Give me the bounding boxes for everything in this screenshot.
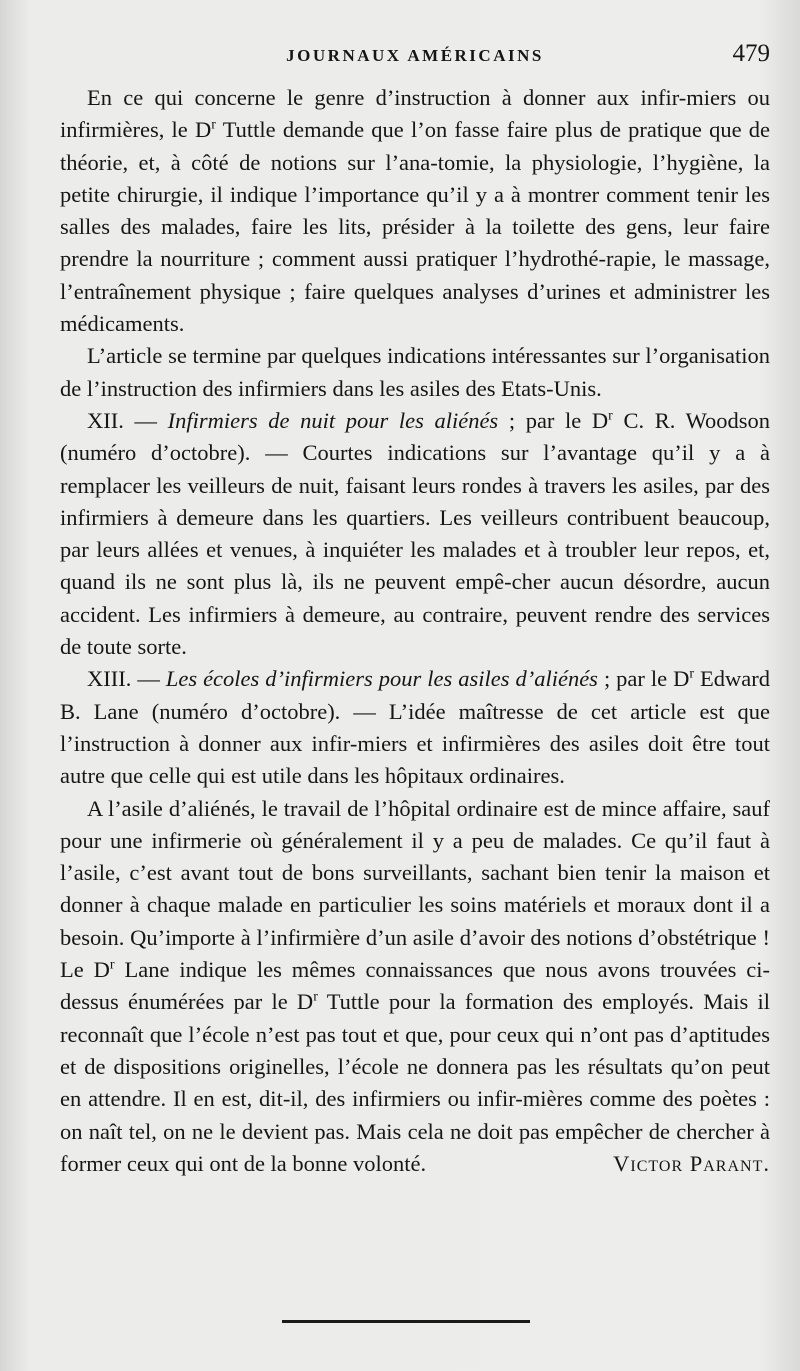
paragraph	[60, 340, 770, 405]
paragraph	[60, 663, 770, 792]
running-header	[60, 40, 770, 70]
paragraph	[60, 82, 770, 340]
section-title: Les écoles d’infirmiers pour les asiles d’aliénés	[165, 666, 598, 692]
paragraph	[60, 793, 770, 1181]
superscript: r	[109, 957, 115, 973]
superscript: r	[608, 408, 613, 424]
text-run: L’article se termine par quelques indications intéressantes sur l’organisation de l’instruction des infirmiers dans les asiles des Etats-Unis.	[60, 343, 770, 401]
text-run: Tuttle demande que l’on fasse faire plus de pratique que de théorie, et, à côté de notions sur l’ana-tomie, la physiologie, l’hygiène, la petite chirurgie, il indique l’importance qu’il y a à montrer comment tenir les salles des malades, faire les lits, présider à la toilette des gens, leur faire prendre la nourriture ; comment aussi pratiquer l’hydrothé-rapie, le massage, l’entraînement physique ; faire quelques analyses d’urines et administrer les médicaments.	[60, 117, 770, 337]
page-number: 479	[732, 40, 770, 67]
text-run: A l’asile d’aliénés, le travail de l’hôpital ordinaire est de mince affaire, sauf pour une infirmerie où généralement il y a peu de malades. Ce qu’il faut à l’asile, c’est avant tout de bons surveillants, sachant bien tenir la maison et donner à chaque malade en particulier les soins matériels et moraux dont il a besoin. Qu’importe à l’infirmière d’un asile d’avoir des notions d’obstétrique ! Le D	[60, 795, 770, 983]
text-run: C. R. Woodson (numéro d’octobre). — Courtes indications sur l’avantage qu’il y a à remplacer les veilleurs de nuit, faisant leurs rondes à travers les asiles, par des infirmiers à demeure dans les quartiers. Les veilleurs contribuent beaucoup, par leurs allées et venues, à inquiéter les malades et à troubler leur repos, et, quand ils ne sont plus là, ils ne peuvent empê-cher aucun désordre, aucun accident. Les infirmiers à demeure, au contraire, peuvent rendre des services de toute sorte.	[60, 407, 771, 660]
superscript: r	[211, 117, 216, 133]
text-run: En ce qui concerne le genre d’instruction à donner aux infir-miers ou infirmières, le D	[60, 85, 770, 143]
paragraph	[60, 405, 770, 663]
text-run: ; par le D	[597, 666, 690, 692]
text-run: Tuttle pour la formation des employés. Mais il reconnaît que l’école n’est pas tout et que, pour ceux qui n’ont pas d’aptitudes et de dispositions originelles, l’école ne donnera pas les résultats qu’on peut en attendre. Il en est, dit-il, des infirmiers ou infir-mières comme des poètes : on naît tel, on ne le devient pas. Mais cela ne doit pas empêcher de chercher à former ceux qui ont de la bonne volonté.	[60, 989, 770, 1176]
body-text	[60, 82, 770, 1180]
text-run: ; par le D	[498, 407, 609, 433]
text-run: XIII. —	[87, 666, 166, 692]
superscript: r	[313, 989, 318, 1005]
text-run: Lane indique les mêmes connaissances que nous avons trouvées ci-dessus énumérées par le D	[60, 957, 770, 1015]
text-run: XII. —	[87, 407, 168, 433]
author-signature: Victor Parant.	[613, 1150, 770, 1176]
superscript: r	[689, 666, 695, 682]
closing-rule	[282, 1320, 530, 1323]
text-run: Edward B. Lane (numéro d’octobre). — L’idée maîtresse de cet article est que l’instruction à donner aux infir-miers et infirmières des asiles doit être tout autre que celle qui est utile dans les hôpitaux ordinaires.	[60, 666, 771, 789]
running-title: JOURNAUX AMÉRICAINS	[286, 46, 544, 65]
section-title: Infirmiers de nuit pour les aliénés	[167, 407, 499, 433]
